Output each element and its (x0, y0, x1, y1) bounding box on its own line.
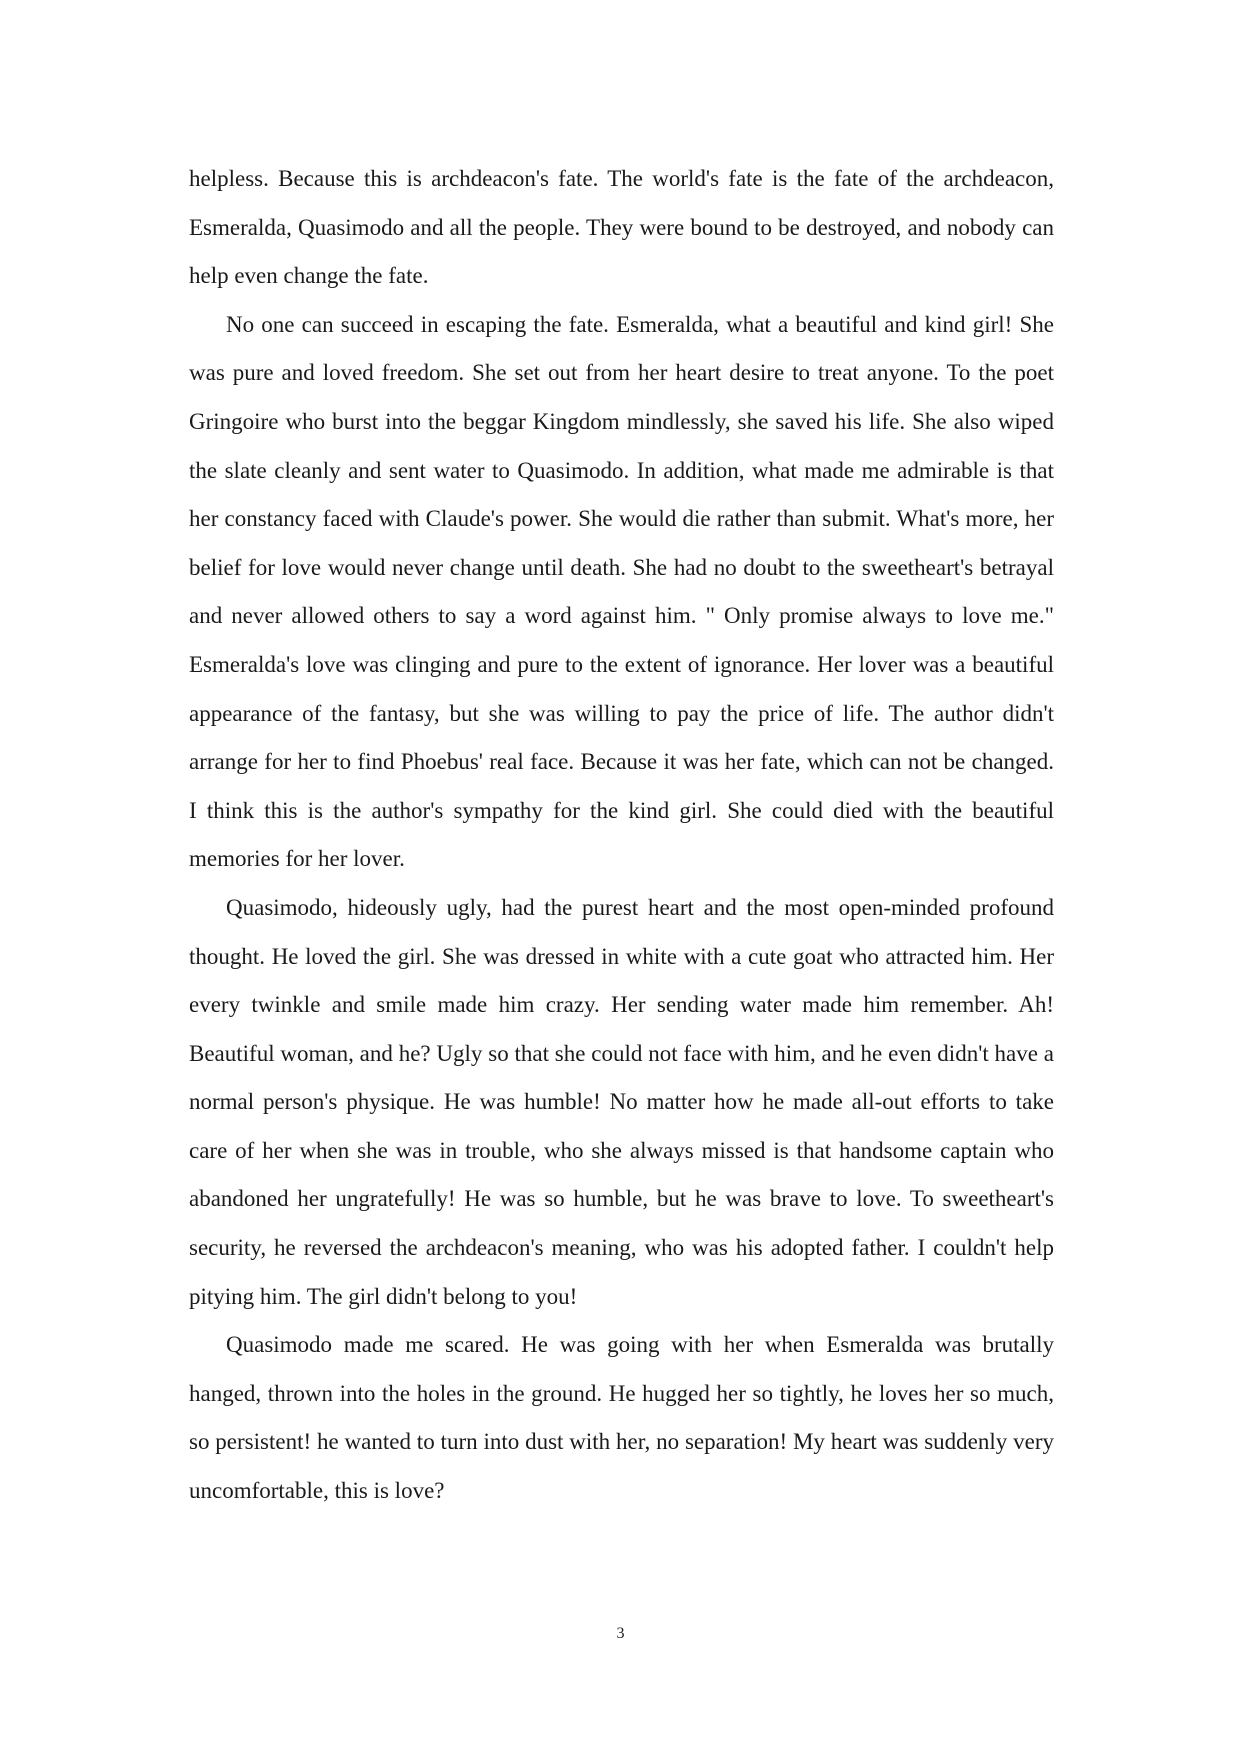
page-number: 3 (616, 1625, 625, 1642)
paragraph-2: No one can succeed in escaping the fate. Esmeralda, what a beautiful and kind girl! She was pure and loved freedom. She set out from her heart desire to treat anyone. To the poet Gringoire who burst into the beggar Kingdom mindlessly, she saved his life. She also wiped the slate cleanly and sent water to Quasimodo. In addition, what made me admirable is that her constancy faced with Claude's power. She would die rather than submit. What's more, her belief for love would never change until death. She had no doubt to the sweetheart's betrayal and never allowed others to say a word against him. " Only promise always to love me." Esmeralda's love was clinging and pure to the extent of ignorance. Her lover was a beautiful appearance of the fantasy, but she was willing to pay the price of life. The author didn't arrange for her to find Phoebus' real face. Because it was her fate, which can not be changed. I think this is the author's sympathy for the kind girl. She could died with the beautiful memories for her lover. (189, 311, 1054, 872)
paragraph-3: Quasimodo, hideously ugly, had the purest heart and the most open-minded profound thought. He loved the girl. She was dressed in white with a cute goat who attracted him. Her every twinkle and smile made him crazy. Her sending water made him remember. Ah! Beautiful woman, and he? Ugly so that she could not face with him, and he even didn't have a normal person's physique. He was humble! No matter how he made all-out efforts to take care of her when she was in trouble, who she always missed is that handsome captain who abandoned her ungratefully! He was so humble, but he was brave to love. To sweetheart's security, he reversed the archdeacon's meaning, who was his adopted father. I couldn't help pitying him. The girl didn't belong to you! (189, 894, 1054, 1309)
paragraph-1: helpless. Because this is archdeacon's fate. The world's fate is the fate of the archdeacon, Esmeralda, Quasimodo and all the people. They were bound to be destroyed, and nobody can help even change the fate. (189, 166, 1054, 289)
paragraph-4: Quasimodo made me scared. He was going with her when Esmeralda was brutally hanged, thrown into the holes in the ground. He hugged her so tightly, he loves her so much, so persistent! he wanted to turn into dust with her, no separation! My heart was suddenly very uncomfortable, this is love? (189, 1332, 1054, 1504)
body-text (189, 155, 1054, 1516)
